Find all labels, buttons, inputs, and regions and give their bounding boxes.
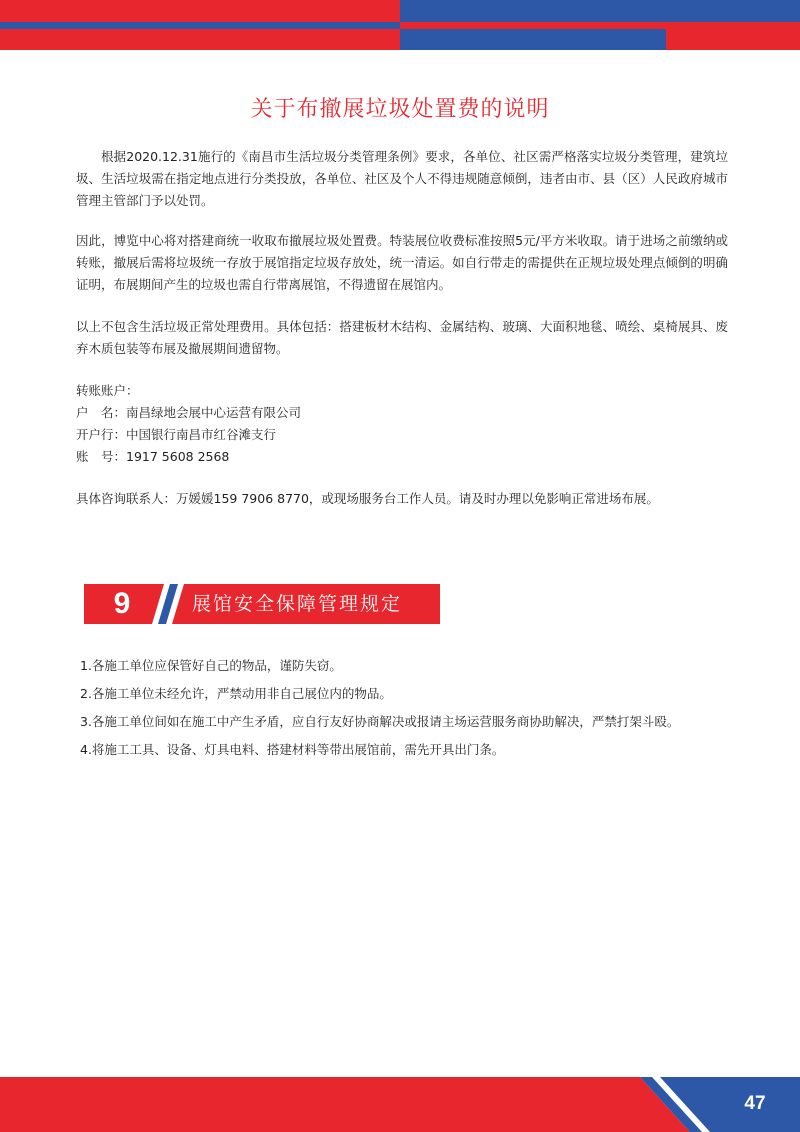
section-number: 9 xyxy=(113,587,131,620)
list-item: 3.各施工单位间如在施工中产生矛盾，应自行友好协商解决或报请主场运营服务商协助解决，严禁打架斗殴。 xyxy=(80,714,680,729)
section-title: 展馆安全保障管理规定 xyxy=(192,593,403,615)
top-band-red-middle-stripe xyxy=(400,22,666,29)
account-number: 账 号：1917 5608 2568 xyxy=(76,449,230,464)
list-item: 1.各施工单位应保管好自己的物品，谨防失窃。 xyxy=(80,658,342,673)
page-number: 47 xyxy=(744,1093,766,1114)
top-band-red-left-lower xyxy=(0,29,400,50)
document-title: 关于布撤展垃圾处置费的说明 xyxy=(250,97,550,122)
account-name: 户 名：南昌绿地会展中心运营有限公司 xyxy=(76,405,302,420)
list-item: 2.各施工单位未经允许，严禁动用非自己展位内的物品。 xyxy=(80,686,392,701)
bottom-decorative-band xyxy=(0,1077,800,1132)
transfer-account-block xyxy=(76,380,728,468)
top-band-red-right xyxy=(666,22,800,50)
account-bank: 开户行：中国银行南昌市红谷滩支行 xyxy=(76,427,277,442)
top-decorative-band xyxy=(0,0,800,50)
top-band-blue-left xyxy=(0,22,400,29)
section-header xyxy=(84,584,440,624)
paragraph-regulation: 根据2020.12.31施行的《南昌市生活垃圾分类管理条例》要求，各单位、社区需严格落实垃圾分类管理，建筑垃圾、生活垃圾需在指定地点进行分类投放，各单位、社区及个人不得违规随意倾倒，违者由市、县（区）人民政府城市管理主管部门予以处罚。 xyxy=(76,149,728,208)
paragraph-exclusions: 以上不包含生活垃圾正常处理费用。具体包括：搭建板材木结构、金属结构、玻璃、大面积地毯、喷绘、桌椅展具、废弃木质包装等布展及撤展期间遗留物。 xyxy=(76,319,728,356)
safety-rules-list xyxy=(80,652,732,764)
paragraph-fee-collection: 因此，博览中心将对搭建商统一收取布撤展垃圾处置费。特装展位收费标准按照5元/平方米收取。请于进场之前缴纳或转账，撤展后需将垃圾统一存放于展馆指定垃圾存放处，统一清运。如自行带走的需提供在正规垃圾处理点倾倒的明确证明，布展期间产生的垃圾也需自行带离展馆，不得遗留在展馆内。 xyxy=(76,233,728,292)
account-heading: 转账账户： xyxy=(76,383,139,398)
top-band-blue-right xyxy=(666,0,800,22)
list-item: 4.将施工工具、设备、灯具电料、搭建材料等带出展馆前，需先开具出门条。 xyxy=(80,742,505,757)
top-band-red-left xyxy=(0,0,400,22)
contact-paragraph: 具体咨询联系人：万媛媛159 7906 8770，或现场服务台工作人员。请及时办理以免影响正常进场布展。 xyxy=(76,491,659,506)
